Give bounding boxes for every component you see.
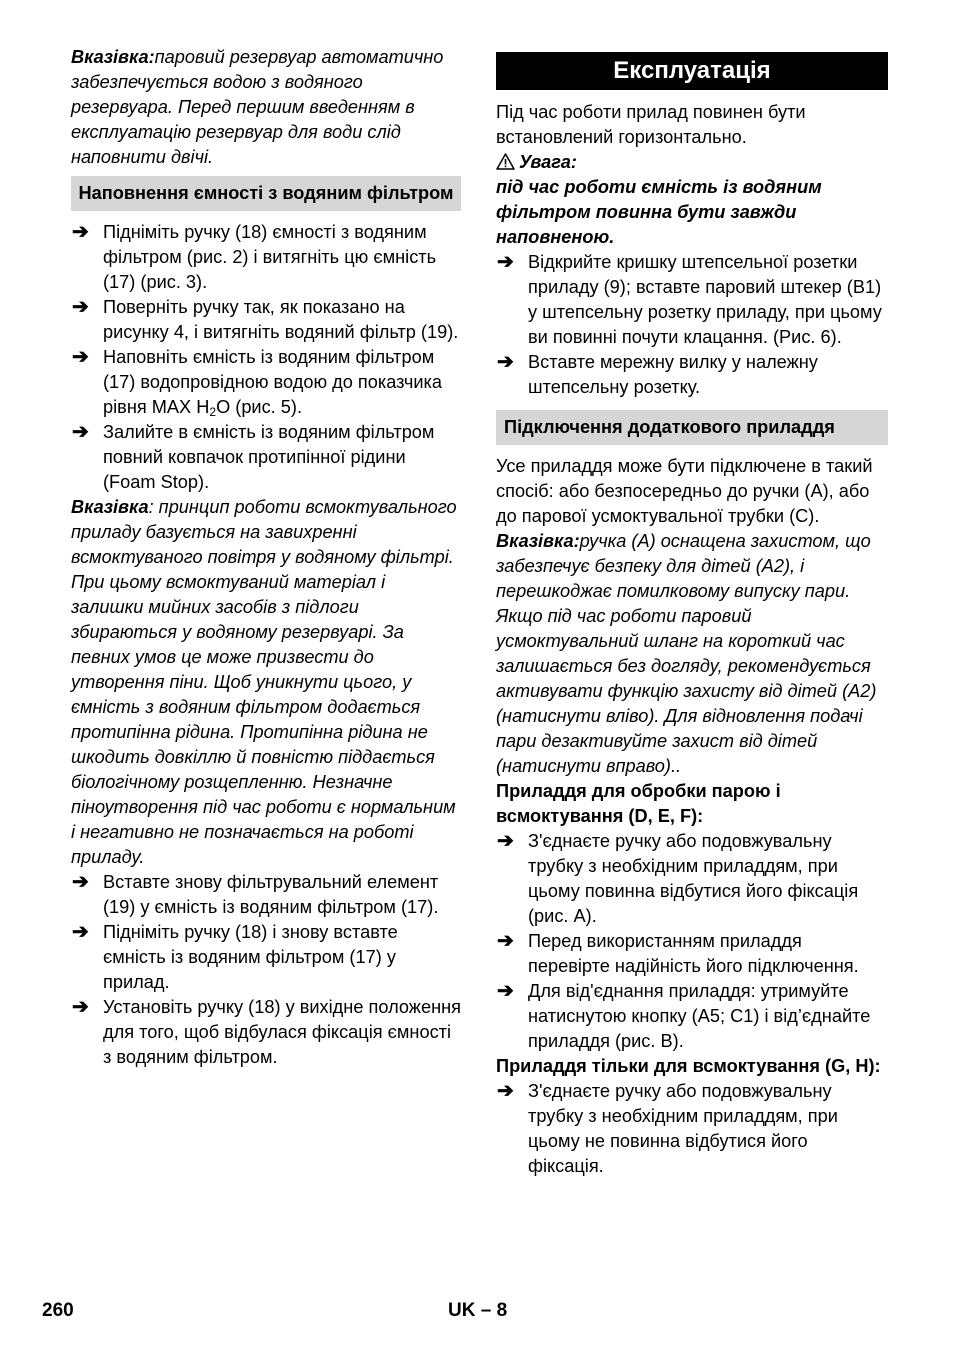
arrow-right-icon: ➔ xyxy=(497,351,514,373)
arrow-right-icon: ➔ xyxy=(497,830,514,852)
note-text: ручка (А) оснащена захистом, що забезпечує безпеку для дітей (А2), і перешкоджає помилковому випуску пари. Якщо під час роботи паровий усмоктувальний шланг на короткий час залишається без догляду, рекомендується активувати функцію захисту від дітей (А2) (натиснути вліво). Для відновлення подачі пари дезактивуйте захист від дітей (натиснути вправо).. xyxy=(496,531,877,776)
arrow-right-icon: ➔ xyxy=(72,921,89,943)
intro-text: Під час роботи прилад повинен бути встановлений горизонтально. xyxy=(496,102,806,147)
note-label: Вказівка: xyxy=(496,531,580,551)
arrow-right-icon: ➔ xyxy=(497,980,514,1002)
arrow-right-icon: ➔ xyxy=(497,251,514,273)
list-item xyxy=(496,1079,888,1179)
list-item-text: Відкрийте кришку штепсельної розетки приладу (9); вставте паровий штекер (В1) у штепсельну розетку приладу, при цьому ви повинні почути клацання. (Рис. 6). xyxy=(528,252,882,347)
page-number: 260 xyxy=(42,1300,74,1321)
arrow-right-icon: ➔ xyxy=(497,1080,514,1102)
page-code: UK – 8 xyxy=(448,1300,508,1321)
arrow-right-icon: ➔ xyxy=(72,296,89,318)
list-item-text: Поверніть ручку так, як показано на рисунку 4, і витягніть водяний фільтр (19). xyxy=(103,297,459,342)
arrow-right-icon: ➔ xyxy=(497,930,514,952)
arrow-right-icon: ➔ xyxy=(72,221,89,243)
warning-triangle-icon xyxy=(496,150,515,175)
warning-text: під час роботи ємність із водяним фільтром повинна бути завжди наповненою. xyxy=(496,177,822,247)
list-item-text: Залийте в ємність із водяним фільтром повний ковпачок протипінної рідини (Foam Stop). xyxy=(103,422,435,492)
note-label: Вказівка: xyxy=(71,47,155,67)
note-child-lock xyxy=(496,529,888,779)
list-item-text: Наповніть ємність із водяним фільтром (17) водопровідною водою до показчика рівня MAX H xyxy=(103,347,442,417)
note-label: Вказівка xyxy=(71,497,149,517)
list-item-text: Підніміть ручку (18) і знову вставте ємність із водяним фільтром (17) у прилад. xyxy=(103,922,398,992)
list-item xyxy=(71,870,461,920)
note-text: : принцип роботи всмоктувального приладу базується на завихренні всмоктуваного повітря у водяному фільтрі. При цьому всмоктуваний матеріал і залишки мийних засобів з підлоги збираються у водяному резервуарі. За певних умов це може призвести до утворення піни. Щоб уникнути цього, у ємність з водяним фільтром додається протипінна рідина. Протипінна рідина не шкодить довкіллю й повністю піддається біологічному розщепленню. Незначне піноутворення під час роботи є нормальним і негативно не позначається на роботі приладу. xyxy=(71,497,457,867)
list-item-text: Вставте знову фільтрувальний елемент (19) у ємність із водяним фільтром (17). xyxy=(103,872,439,917)
subheading-suction-only: Приладдя тільки для всмоктування (G, H): xyxy=(496,1056,881,1076)
list-item-text: Вставте мережну вилку у належну штепсельну розетку. xyxy=(528,352,818,397)
list-item-text: Установіть ручку (18) у вихідне положення для того, щоб відбулася фіксація ємності з водяним фільтром. xyxy=(103,997,462,1067)
subheading-steam-suction: Приладдя для обробки парою і всмоктування (D, E, F): xyxy=(496,781,781,826)
list-item xyxy=(71,220,461,295)
right-column xyxy=(496,45,888,1179)
list-item xyxy=(71,295,461,345)
section-title-accessories: Підключення додаткового приладдя xyxy=(496,410,888,445)
arrow-right-icon: ➔ xyxy=(72,346,89,368)
list-item-text: Підніміть ручку (18) ємності з водяним фільтром (рис. 2) і витягніть цю ємність (17) (рис. 3). xyxy=(103,222,437,292)
list-item xyxy=(71,995,461,1070)
arrow-right-icon: ➔ xyxy=(72,996,89,1018)
section-title-water-filter: Наповнення ємності з водяним фільтром xyxy=(71,176,461,211)
warning-heading xyxy=(496,150,888,175)
list-item xyxy=(496,829,888,929)
list-item xyxy=(496,250,888,350)
list-item-text: Для від'єднання приладдя: утримуйте натиснутою кнопку (A5; C1) і від’єднайте приладдя (рис. B). xyxy=(528,981,871,1051)
list-item-text: O (рис. 5). xyxy=(216,397,303,417)
list-item-text: Перед використанням приладдя перевірте надійність його підключення. xyxy=(528,931,859,976)
accessories-intro: Усе приладдя може бути підключене в такий спосіб: або безпосередньо до ручки (А), або до парової усмоктувальної трубки (С). xyxy=(496,456,873,526)
list-item xyxy=(496,350,888,400)
list-item xyxy=(71,420,461,495)
list-item xyxy=(496,979,888,1054)
list-item xyxy=(71,345,461,420)
note-foam xyxy=(71,495,461,870)
note-filling xyxy=(71,45,461,170)
list-item xyxy=(71,920,461,995)
warning-label: Увага: xyxy=(519,152,577,172)
note-text: паровий резервуар автоматично забезпечується водою з водяного резервуара. Перед першим введенням в експлуатацію резервуар для води слід наповнити двічі. xyxy=(71,47,444,167)
subscript: 2 xyxy=(209,405,217,419)
list-item-text: З'єднаєте ручку або подовжувальну трубку з необхідним приладдям, при цьому повинна відбутися його фіксація (рис. А). xyxy=(528,831,859,926)
left-column xyxy=(71,45,461,1070)
list-item-text: З'єднаєте ручку або подовжувальну трубку з необхідним приладдям, при цьому не повинна відбутися його фіксація. xyxy=(528,1081,838,1176)
arrow-right-icon: ➔ xyxy=(72,871,89,893)
main-title: Експлуатація xyxy=(496,52,888,90)
arrow-right-icon: ➔ xyxy=(72,421,89,443)
list-item xyxy=(496,929,888,979)
